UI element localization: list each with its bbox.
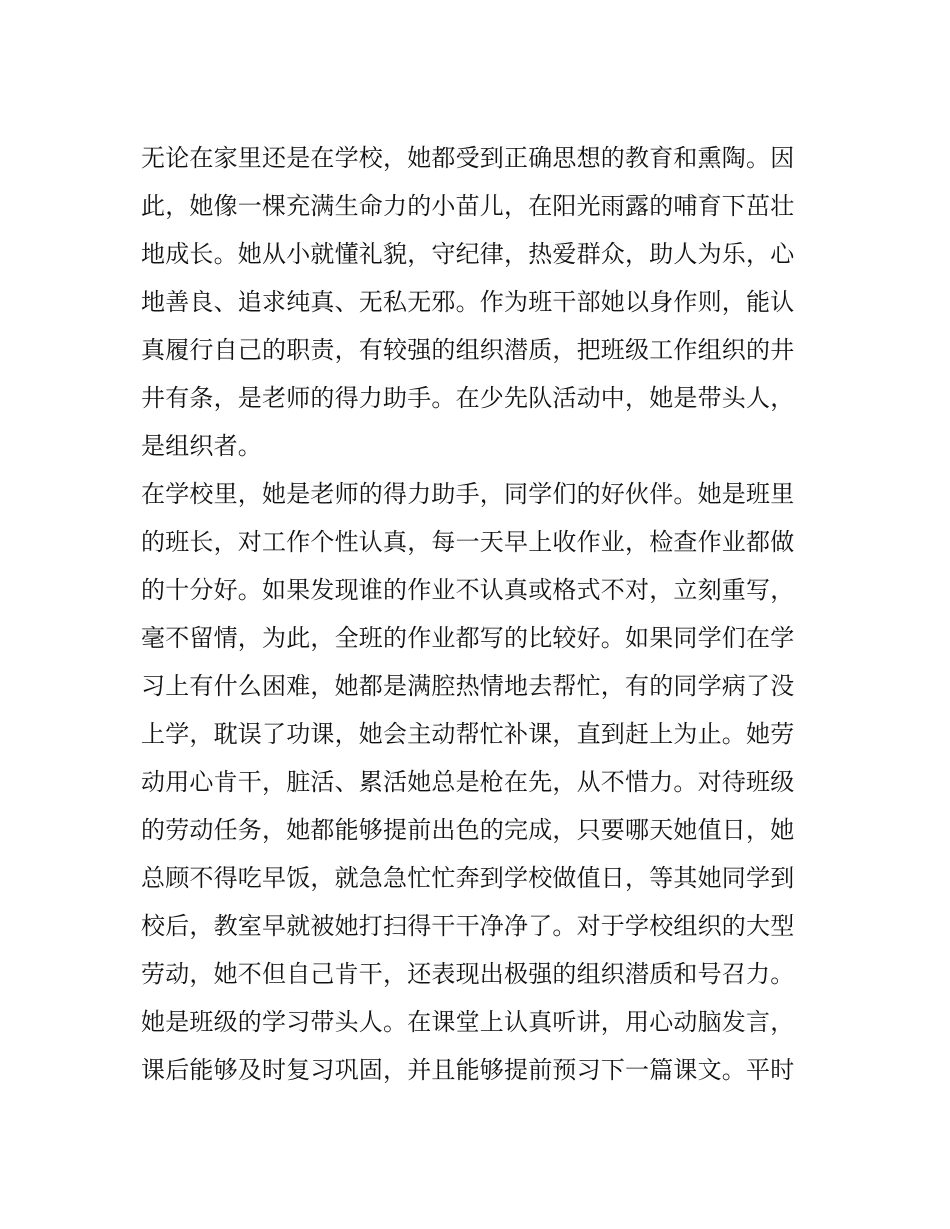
line-spacer [141, 418, 821, 426]
line-spacer [141, 322, 821, 330]
text-line: 的十分好。如果发现谁的作业不认真或格式不对，立刻重写， [141, 576, 795, 604]
document-body [141, 138, 821, 1090]
line-spacer [141, 610, 821, 618]
text-line: 的班长，对工作个性认真，每一天早上收作业，检查作业都做 [141, 528, 795, 556]
text-line: 习上有什么困难，她都是满腔热情地去帮忙，有的同学病了没 [141, 672, 795, 700]
line-spacer [141, 370, 821, 378]
line-spacer [141, 178, 821, 186]
line-spacer [141, 898, 821, 906]
line-spacer [141, 754, 821, 762]
text-line: 井有条，是老师的得力助手。在少先队活动中，她是带头人， [141, 384, 795, 412]
line-spacer [141, 802, 821, 810]
line-spacer [141, 946, 821, 954]
text-line: 地成长。她从小就懂礼貌，守纪律，热爱群众，助人为乐，心 [141, 240, 795, 268]
text-line: 课后能够及时复习巩固，并且能够提前预习下一篇课文。平时 [141, 1056, 795, 1084]
text-line: 无论在家里还是在学校，她都受到正确思想的教育和熏陶。因 [141, 144, 795, 172]
text-line: 劳动，她不但自己肯干，还表现出极强的组织潜质和号召力。 [141, 960, 795, 988]
text-line: 此，她像一棵充满生命力的小苗儿，在阳光雨露的哺育下茁壮 [141, 192, 795, 220]
line-spacer [141, 658, 821, 666]
text-line: 动用心肯干，脏活、累活她总是枪在先，从不惜力。对待班级 [141, 768, 795, 796]
text-line: 她是班级的学习带头人。在课堂上认真听讲，用心动脑发言， [141, 1008, 795, 1036]
line-spacer [141, 466, 821, 474]
text-line: 真履行自己的职责，有较强的组织潜质，把班级工作组织的井 [141, 336, 795, 364]
line-spacer [141, 994, 821, 1002]
text-line: 是组织者。 [141, 432, 262, 460]
text-line: 上学，耽误了功课，她会主动帮忙补课，直到赶上为止。她劳 [141, 720, 795, 748]
text-line: 毫不留情，为此，全班的作业都写的比较好。如果同学们在学 [141, 624, 795, 652]
text-line: 校后，教室早就被她打扫得干干净净了。对于学校组织的大型 [141, 912, 795, 940]
line-spacer [141, 850, 821, 858]
line-spacer [141, 514, 821, 522]
text-line: 总顾不得吃早饭，就急急忙忙奔到学校做值日，等其她同学到 [141, 864, 795, 892]
text-line: 地善良、追求纯真、无私无邪。作为班干部她以身作则，能认 [141, 288, 795, 316]
line-spacer [141, 226, 821, 234]
text-line: 的劳动任务，她都能够提前出色的完成，只要哪天她值日，她 [141, 816, 795, 844]
line-spacer [141, 562, 821, 570]
line-spacer [141, 1042, 821, 1050]
line-spacer [141, 274, 821, 282]
text-line: 在学校里，她是老师的得力助手，同学们的好伙伴。她是班里 [141, 480, 795, 508]
line-spacer [141, 706, 821, 714]
